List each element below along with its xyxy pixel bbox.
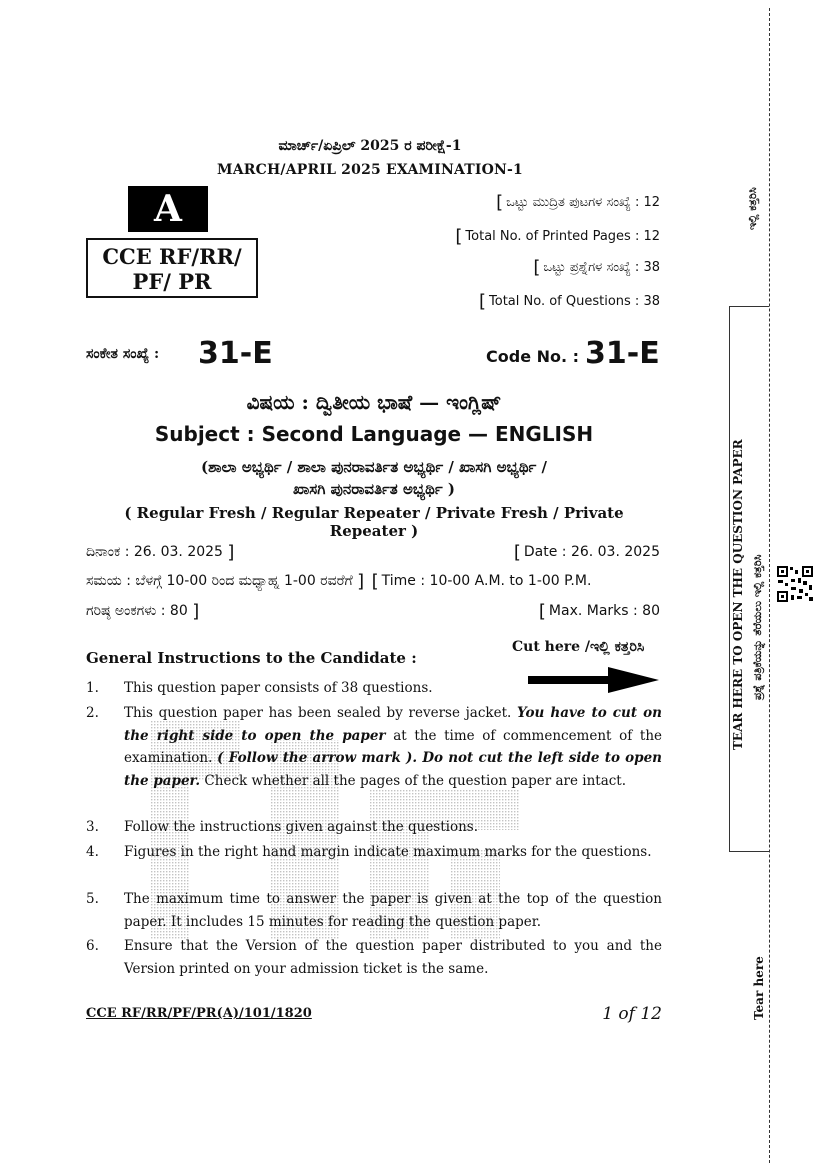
instruction-number: 2. [86,705,99,721]
tear-here-kannada: ಪ್ರಶ್ನೆ ಪತ್ರಿಕೆಯನ್ನು ತೆರೆಯಲು ಇಲ್ಲಿ ಕತ್ತರಿಸಿ [751,554,764,700]
instruction-number: 4. [86,844,99,860]
instruction-text: Follow the instructions given against the questions. [124,819,479,835]
instruction-item-5 [86,888,662,933]
instruction-item-4 [86,841,662,864]
qr-code-icon [776,565,814,603]
cut-here-kannada-side: ಇಲ್ಲಿ ಕತ್ತರಿಸಿ [746,187,759,230]
subject-english: Subject : Second Language — ENGLISH [154,422,594,446]
instruction-item-6 [86,935,662,980]
instruction-item-2 [86,702,662,792]
code-label-english: Code No. : [486,347,580,366]
code-value-right: 31-E [585,336,660,371]
tear-here-english[interactable]: TEAR HERE TO OPEN THE QUESTION PAPER [731,439,745,750]
marks-kannada: ಗರಿಷ್ಠ ಅಂಕಗಳು : 80 ] [86,601,200,622]
subject-kannada: ವಿಷಯ : ದ್ವಿತೀಯ ಭಾಷೆ — ಇಂಗ್ಲಿಷ್ [246,390,502,414]
code-value-left: 31-E [198,336,273,371]
instruction-item-3 [86,816,662,839]
version-badge: A [128,186,208,232]
instruction-number: 5. [86,891,99,907]
instruction-text: This question paper has been sealed by reverse jacket. You have to cut on the right side to open the paper at the time of commencement of the examination. ( Follow the arrow mark ). Do not cut the left side to open the paper. Check whether all the pages of the question paper are intact. [124,705,663,789]
category-kannada-line1: (ಶಾಲಾ ಅಭ್ಯರ್ಥಿ / ಶಾಲಾ ಪುನರಾವರ್ತಿತ ಅಭ್ಯರ್ಥಿ / ಖಾಸಗಿ ಅಭ್ಯರ್ಥಿ / [200,458,548,476]
date-english: [ Date : 26. 03. 2025 [513,542,660,563]
questions-count-english: [ Total No. of Questions : 38 [478,291,660,312]
tear-line-divider [769,8,770,1163]
instruction-number: 6. [86,938,99,954]
category-kannada-line2: ಖಾಸಗಿ ಪುನರಾವರ್ತಿತ ಅಭ್ಯರ್ಥಿ ) [293,480,455,498]
marks-english: [ Max. Marks : 80 [538,601,660,622]
instruction-item-1 [86,677,662,700]
page-number: 1 of 12 [602,1004,662,1024]
paper-code-line2: PF/ PR [132,269,212,294]
instruction-number: 1. [86,680,99,696]
exam-title-kannada: ಮಾರ್ಚ್/ಏಪ್ರಿಲ್ 2025 ರ ಪರೀಕ್ಷೆ-1 [278,138,462,154]
instruction-text: Figures in the right hand margin indicate maximum marks for the questions. [124,844,652,860]
questions-count-kannada: [ ಒಟ್ಟು ಪ್ರಶ್ನೆಗಳ ಸಂಖ್ಯೆ : 38 [533,257,660,278]
date-kannada: ದಿನಾಂಕ : 26. 03. 2025 ] [86,542,235,563]
instruction-number: 3. [86,819,99,835]
paper-code-line1: CCE RF/RR/ [102,244,242,269]
tear-here-label: Tear here [752,956,766,1020]
printed-pages-english: [ Total No. of Printed Pages : 12 [455,226,660,247]
instruction-text: This question paper consists of 38 questions. [124,680,433,696]
printed-pages-kannada: [ ಒಟ್ಟು ಮುದ್ರಿತ ಪುಟಗಳ ಸಂಖ್ಯೆ : 12 [496,192,660,213]
exam-title-english: MARCH/APRIL 2025 EXAMINATION-1 [217,162,523,178]
instruction-text: The maximum time to answer the paper is given at the top of the question paper. It includes 15 minutes for reading the question paper. [124,891,662,930]
footer-paper-code: CCE RF/RR/PF/PR(A)/101/1820 [86,1006,312,1021]
instructions-title: General Instructions to the Candidate : [86,649,417,667]
time-line: ಸಮಯ : ಬೆಳಗ್ಗೆ 10-00 ರಿಂದ ಮಧ್ಯಾಹ್ನ 1-00 ರವರೆಗೆ ] [ Time : 10-00 A.M. to 1-00 P.M. [86,571,592,592]
cut-here-label: Cut here /ಇಲ್ಲಿ ಕತ್ತರಿಸಿ [512,639,645,655]
instruction-text: Ensure that the Version of the question paper distributed to you and the Version printed on your admission ticket is the same. [124,938,662,977]
paper-code-box [86,238,258,298]
category-english: ( Regular Fresh / Regular Repeater / Private Fresh / Private Repeater ) [124,504,624,540]
code-label-kannada: ಸಂಕೇತ ಸಂಖ್ಯೆ : [86,346,160,362]
